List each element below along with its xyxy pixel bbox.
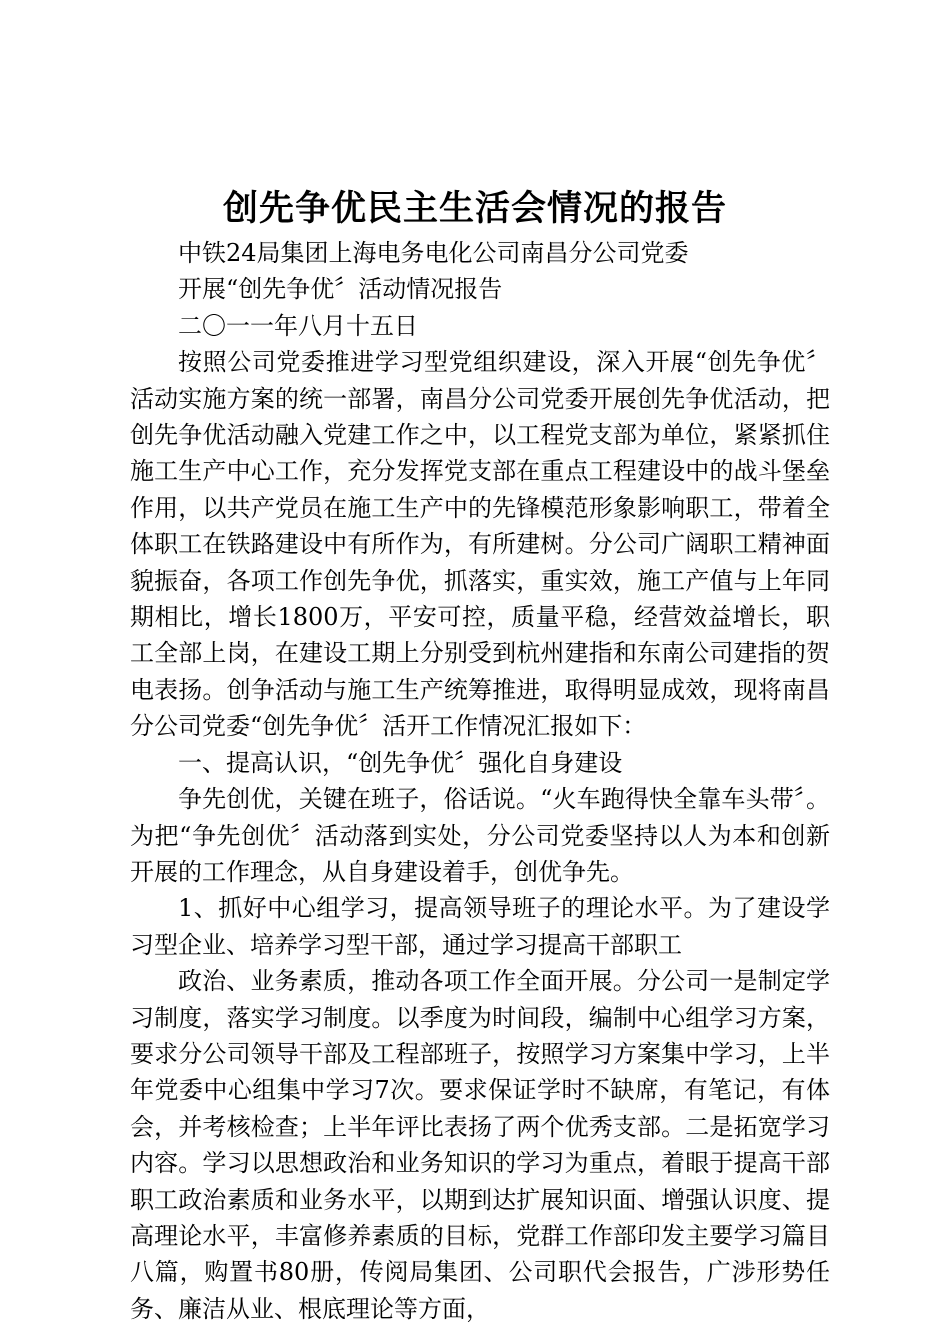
body-paragraph: 争先创优，关键在班子，俗话说。“火车跑得快全靠车头带〞。为把“争先创优〞活动落到实处，分公司党委坚持以人为本和创新开展的工作理念，从自身建设着手，创优争先。	[130, 785, 830, 886]
org-line: 中铁24局集团上海电务电化公司南昌分公司党委	[178, 239, 689, 267]
document-body	[130, 235, 830, 1327]
body-paragraph: 按照公司党委推进学习型党组织建设，深入开展“创先争优〞活动实施方案的统一部署，南昌分公司党委开展创先争优活动，把创先争优活动融入党建工作之中，以工程党支部为单位，紧紧抓住施工生产中心工作，充分发挥党支部在重点工程建设中的战斗堡垒作用，以共产党员在施工生产中的先锋模范形象影响职工，带着全体职工在铁路建设中有所作为，有所建树。分公司广阔职工精神面貌振奋，各项工作创先争优，抓落实，重实效，施工产值与上年同期相比，增长1800万，平安可控，质量平稳，经营效益增长，职工全部上岗，在建设工期上分别受到杭州建指和东南公司建指的贺电表扬。创争活动与施工生产统筹推进，取得明显成效，现将南昌分公司党委“创先争优〞活开工作情况汇报如下：	[130, 348, 830, 741]
date-line: 二〇一一年八月十五日	[178, 311, 418, 340]
body-paragraph: 1、抓好中心组学习，提高领导班子的理论水平。为了建设学习型企业、培养学习型干部，通过学习提高干部职工	[130, 894, 830, 959]
section-heading: 一、提高认识，“创先争优〞强化自身建设	[178, 748, 623, 777]
subtitle-line: 开展“创先争优〞活动情况报告	[178, 275, 503, 304]
document-title: 创先争优民主生活会情况的报告	[222, 188, 727, 229]
body-paragraph: 政治、业务素质，推动各项工作全面开展。分公司一是制定学习制度，落实学习制度。以季度为时间段，编制中心组学习方案，要求分公司领导干部及工程部班子，按照学习方案集中学习，上半年党委中心组集中学习7次。要求保证学时不缺席，有笔记，有体会，并考核检查；上半年评比表扬了两个优秀支部。二是拓宽学习内容。学习以思想政治和业务知识的学习为重点，着眼于提高干部职工政治素质和业务水平，以期到达扩展知识面、增强认识度、提高理论水平，丰富修养素质的目标，党群工作部印发主要学习篇目八篇，购置书80册，传阅局集团、公司职代会报告，广涉形势任务、廉洁从业、根底理论等方面，	[130, 967, 830, 1323]
